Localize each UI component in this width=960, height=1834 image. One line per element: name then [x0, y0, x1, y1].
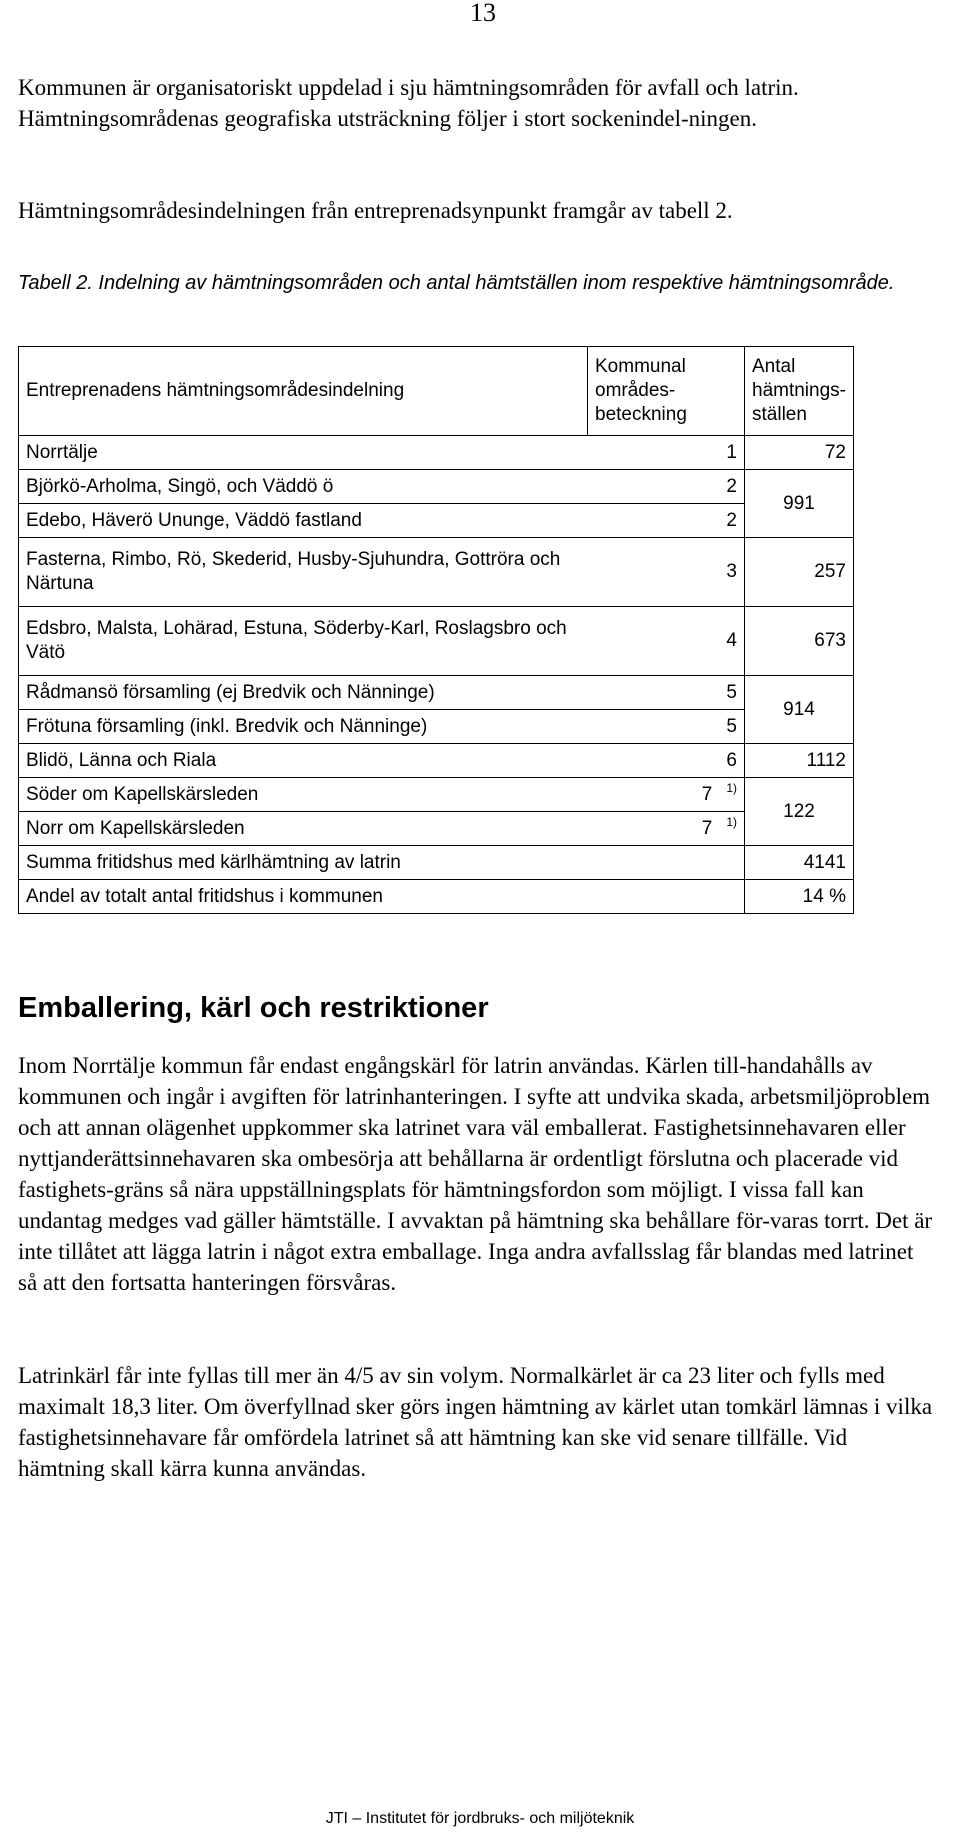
group-count: 991 [745, 470, 854, 538]
area-count: 1112 [745, 744, 854, 778]
area-code: 2 [588, 504, 745, 538]
container-paragraph: Latrinkärl får inte fyllas till mer än 4/5 av sin volym. Normalkärlet är ca 23 liter och fylls med maximalt 18,3 liter. Om överfyllnad sker görs ingen hämtning av kärlet utan tomkärl lämnas i vilka fastighetsinnehavare får omfördela latrinet så att hämtning kan ske vid senare tillfälle. Vid hämtning skall kärra kunna användas. [18, 1363, 933, 1481]
area-code: 4 [588, 607, 745, 676]
table-row [19, 744, 854, 778]
area-count: 673 [745, 607, 854, 676]
area-code-cell [588, 812, 745, 846]
area-name: Blidö, Länna och Riala [19, 744, 588, 778]
table-row [19, 676, 854, 710]
area-name: Björkö-Arholma, Singö, och Väddö ö [19, 470, 588, 504]
table-row [19, 710, 854, 744]
area-count: 257 [745, 538, 854, 607]
area-code: 7 [701, 783, 713, 805]
area-code: 5 [588, 710, 745, 744]
table-header-row [19, 347, 854, 436]
share-label: Andel av totalt antal fritidshus i kommunen [19, 880, 745, 914]
group-count: 914 [745, 676, 854, 744]
area-name: Norrtälje [19, 436, 588, 470]
table-caption: Tabell 2. Indelning av hämtningsområden och antal hämtställen inom respektive hämtningsområde. [18, 272, 895, 294]
area-name: Fasterna, Rimbo, Rö, Skederid, Husby-Sjuhundra, Gottröra och Närtuna [19, 538, 588, 607]
collection-areas-table [18, 346, 854, 914]
area-name: Rådmansö församling (ej Bredvik och Nänninge) [19, 676, 588, 710]
table-row [19, 504, 854, 538]
area-name: Edsbro, Malsta, Lohärad, Estuna, Söderby-Karl, Roslagsbro och Vätö [19, 607, 588, 676]
table-sum-row [19, 846, 854, 880]
packaging-paragraph: Inom Norrtälje kommun får endast engångskärl för latrin användas. Kärlen till-handahålls av kommunen och ingår i avgiften för latrinhanteringen. I syfte att undvika skada, arbetsmiljöproblem och att annan olägenhet uppkommer ska latrinet vara väl emballerat. Fastighetsinnehavaren eller nyttjanderättsinnehavaren ska ombesörja att behållarna är ordentligt förslutna och placerade vid fastighets-gräns så nära uppställningsplats för hämtningsfordon som möjligt. I vissa fall kan undantag medges vad gäller hämtställe. I avvaktan på hämtning ska behållare för-varas torrt. Det är inte tillåtet att lägga latrin i något extra emballage. Inga andra avfallsslag får blandas med latrinet så att den fortsatta hanteringen försvåras. [18, 1053, 933, 1295]
area-code: 2 [588, 470, 745, 504]
sum-value: 4141 [745, 846, 854, 880]
table-reference-paragraph: Hämtningsområdesindelningen från entreprenadsynpunkt framgår av tabell 2. [18, 198, 733, 223]
table-row [19, 607, 854, 676]
table-row [19, 812, 854, 846]
page-footer: JTI – Institutet för jordbruks- och miljöteknik [325, 1810, 635, 1827]
area-name: Frötuna församling (inkl. Bredvik och Nänninge) [19, 710, 588, 744]
area-name: Edebo, Häverö Ununge, Väddö fastland [19, 504, 588, 538]
table-share-row [19, 880, 854, 914]
section-heading: Emballering, kärl och restriktioner [18, 992, 489, 1024]
page-number: 13 [470, 0, 496, 27]
group-count: 122 [745, 778, 854, 846]
table-row [19, 436, 854, 470]
footnote-marker: 1) [726, 815, 737, 830]
share-value: 14 % [745, 880, 854, 914]
area-code: 7 [701, 817, 713, 839]
area-count: 72 [745, 436, 854, 470]
area-code: 3 [588, 538, 745, 607]
sum-label: Summa fritidshus med kärlhämtning av latrin [19, 846, 745, 880]
area-code: 6 [588, 744, 745, 778]
area-code-cell [588, 778, 745, 812]
table-row [19, 538, 854, 607]
intro-paragraph: Kommunen är organisatoriskt uppdelad i sju hämtningsområden för avfall och latrin. Hämtningsområdenas geografiska utsträckning följer i stort sockenindel-ningen. [18, 75, 799, 131]
table-row [19, 778, 854, 812]
area-name: Söder om Kapellskärsleden [19, 778, 588, 812]
area-name: Norr om Kapellskärsleden [19, 812, 588, 846]
area-code: 5 [588, 676, 745, 710]
header-count: Antal hämtnings-ställen [745, 347, 854, 436]
header-area: Entreprenadens hämtningsområdesindelning [19, 347, 588, 436]
footnote-marker: 1) [726, 781, 737, 796]
area-code: 1 [588, 436, 745, 470]
header-code: Kommunal områdes-beteckning [588, 347, 745, 436]
table-row [19, 470, 854, 504]
